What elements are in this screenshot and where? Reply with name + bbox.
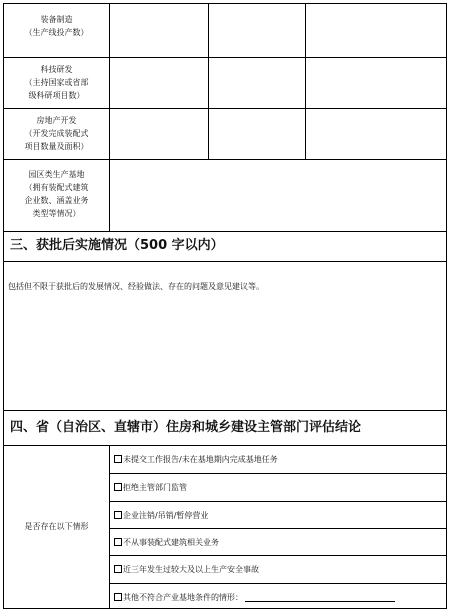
checkbox-icon[interactable] [114,565,122,573]
cell-realestate-col4[interactable] [306,108,447,159]
other-fill-line[interactable] [245,593,395,602]
option-label: 企业注销/吊销/暂停营业 [123,511,209,520]
cell-research-col2[interactable] [110,57,209,108]
section4-question-cell [3,445,110,609]
checkbox-icon[interactable] [114,511,122,519]
cell-equipment-col4[interactable] [306,3,447,57]
cell-realestate-col3[interactable] [209,108,306,159]
section3-header [3,231,447,261]
section3-body-text: 包括但不限于获批后的发展情况、经验做法、存在的问题及意见建议等。 [8,282,264,291]
checkbox-icon[interactable] [114,483,122,491]
option-item[interactable] [110,474,446,494]
form-page [3,3,447,609]
cell-park-merged[interactable] [110,159,447,231]
section3-body[interactable] [3,261,447,410]
checkbox-icon[interactable] [114,455,122,463]
row-realestate-label [3,108,110,159]
option-row [110,583,447,609]
label-line: 项目数量及面积） [24,142,89,151]
label-line: （拥有装配式建筑 [24,183,89,192]
option-item[interactable] [110,502,446,522]
section4-header [3,410,447,445]
label-line: （开发完成装配式 [24,129,89,138]
option-row [110,473,447,501]
option-row [110,445,447,473]
checkbox-icon[interactable] [114,593,122,601]
option-label: 其他不符合产业基地条件的情形： [123,593,243,602]
label-line: 园区类生产基地 [28,170,85,179]
option-item[interactable] [110,556,446,576]
section4-question: 是否存在以下情形 [24,522,89,531]
option-label: 近三年发生过较大及以上生产安全事故 [123,565,259,574]
section3-title: 三、获批后实施情况（500 字以内） [10,238,224,253]
row-equipment-label [3,3,110,57]
cell-realestate-col2[interactable] [110,108,209,159]
checkbox-icon[interactable] [114,538,122,546]
label-line: 企业数、涵盖业务 [24,196,89,205]
option-row [110,528,447,555]
cell-research-col3[interactable] [209,57,306,108]
option-item[interactable] [110,584,446,604]
row-research-label [3,57,110,108]
cell-equipment-col3[interactable] [209,3,306,57]
label-line: 装备制造 [40,15,73,24]
label-line: 类型等情况） [32,209,81,218]
label-line: 级科研项目数） [28,91,85,100]
row-park-label [3,159,110,231]
option-label: 拒绝主管部门监管 [123,483,187,492]
cell-equipment-col2[interactable] [110,3,209,57]
label-line: （生产线投产数） [24,28,89,37]
option-item[interactable] [110,446,446,466]
label-line: 房地产开发 [36,116,77,125]
label-line: （主持国家或省部 [24,78,89,87]
section4-title: 四、省（自治区、直辖市）住房和城乡建设主管部门评估结论 [10,420,362,435]
option-label: 不从事装配式建筑相关业务 [123,538,219,547]
option-row [110,555,447,583]
option-item[interactable] [110,529,446,549]
option-row [110,501,447,528]
option-label: 未提交工作报告/未在基地期内完成基地任务 [123,455,278,464]
label-line: 科技研发 [40,65,73,74]
cell-research-col4[interactable] [306,57,447,108]
